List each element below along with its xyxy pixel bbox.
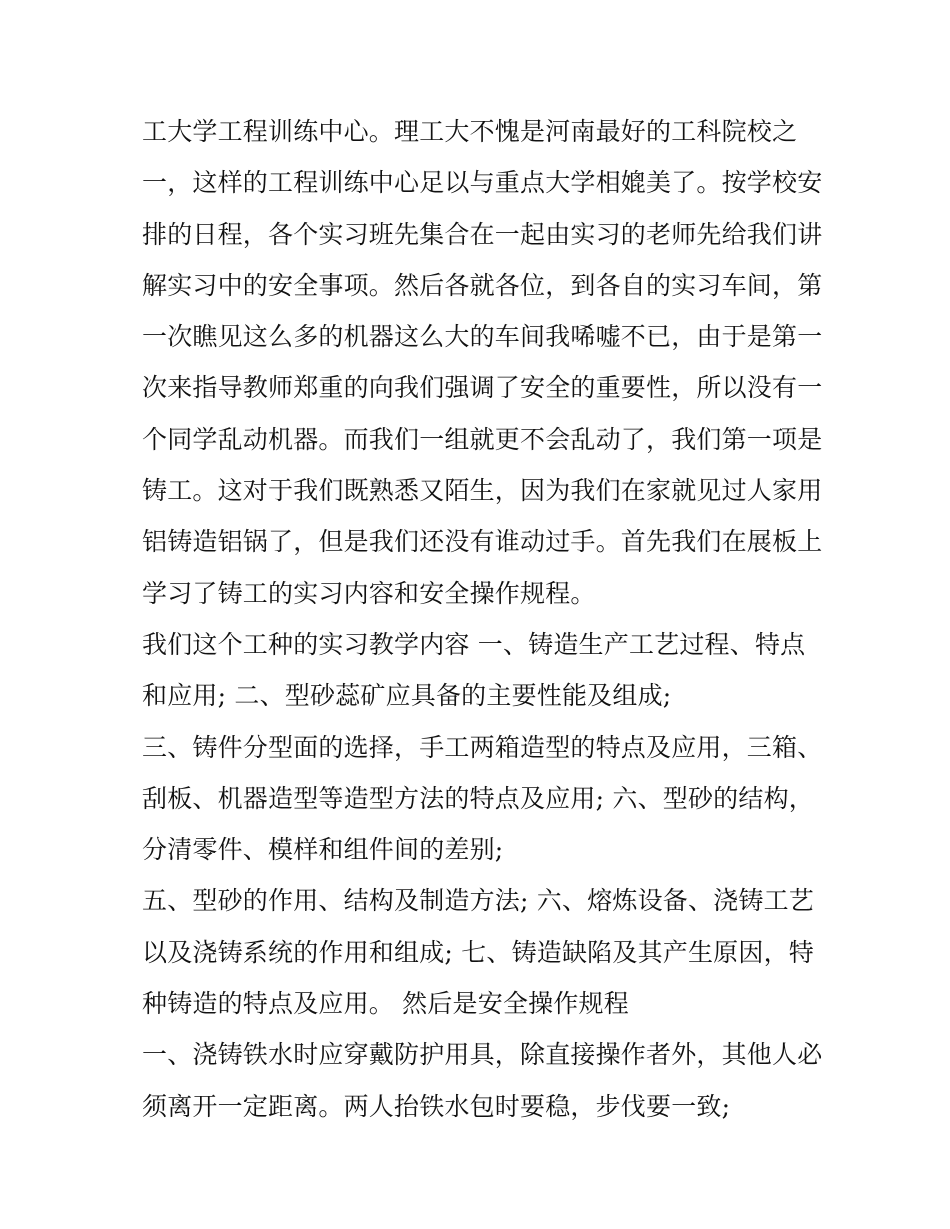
text-line: 解实习中的安全事项。然后各就各位，到各自的实习车间，第: [142, 270, 823, 300]
text-line: 种铸造的特点及应用。 然后是安全操作规程: [142, 989, 629, 1019]
text-line: 排的日程，各个实习班先集合在一起由实习的老师先给我们讲: [142, 219, 823, 249]
text-line: 个同学乱动机器。而我们一组就更不会乱动了，我们第一项是: [142, 424, 823, 454]
text-line: 我们这个工种的实习教学内容 一、铸造生产工艺过程、特点: [142, 629, 806, 659]
text-line: 一，这样的工程训练中心足以与重点大学相媲美了。按学校安: [142, 168, 823, 198]
text-line: 次来指导教师郑重的向我们强调了安全的重要性，所以没有一: [142, 373, 823, 403]
text-line: 分清零件、模样和组件间的差别;: [142, 835, 504, 865]
text-line: 刮板、机器造型等造型方法的特点及应用; 六、型砂的结构，: [142, 783, 814, 813]
text-line: 须离开一定距离。两人抬铁水包时要稳，步伐要一致;: [142, 1091, 731, 1121]
text-line: 和应用; 二、型砂蕊矿应具备的主要性能及组成;: [142, 681, 672, 711]
text-line: 一、浇铸铁水时应穿戴防护用具，除直接操作者外，其他人必: [142, 1040, 823, 1070]
text-line: 以及浇铸系统的作用和组成; 七、铸造缺陷及其产生原因，特: [142, 937, 814, 967]
text-line: 三、铸件分型面的选择，手工两箱造型的特点及应用，三箱、: [142, 732, 823, 762]
text-line: 一次瞧见这么多的机器这么大的车间我唏嘘不已，由于是第一: [142, 322, 823, 352]
text-line: 铸工。这对于我们既熟悉又陌生，因为我们在家就见过人家用: [142, 476, 823, 506]
text-line: 学习了铸工的实习内容和安全操作规程。: [142, 578, 596, 608]
body-text: [142, 110, 822, 1136]
text-line: 铝铸造铝锅了，但是我们还没有谁动过手。首先我们在展板上: [142, 527, 823, 557]
text-line: 五、型砂的作用、结构及制造方法; 六、熔炼设备、浇铸工艺: [142, 886, 814, 916]
text-line: 工大学工程训练中心。理工大不愧是河南最好的工科院校之: [142, 117, 798, 146]
